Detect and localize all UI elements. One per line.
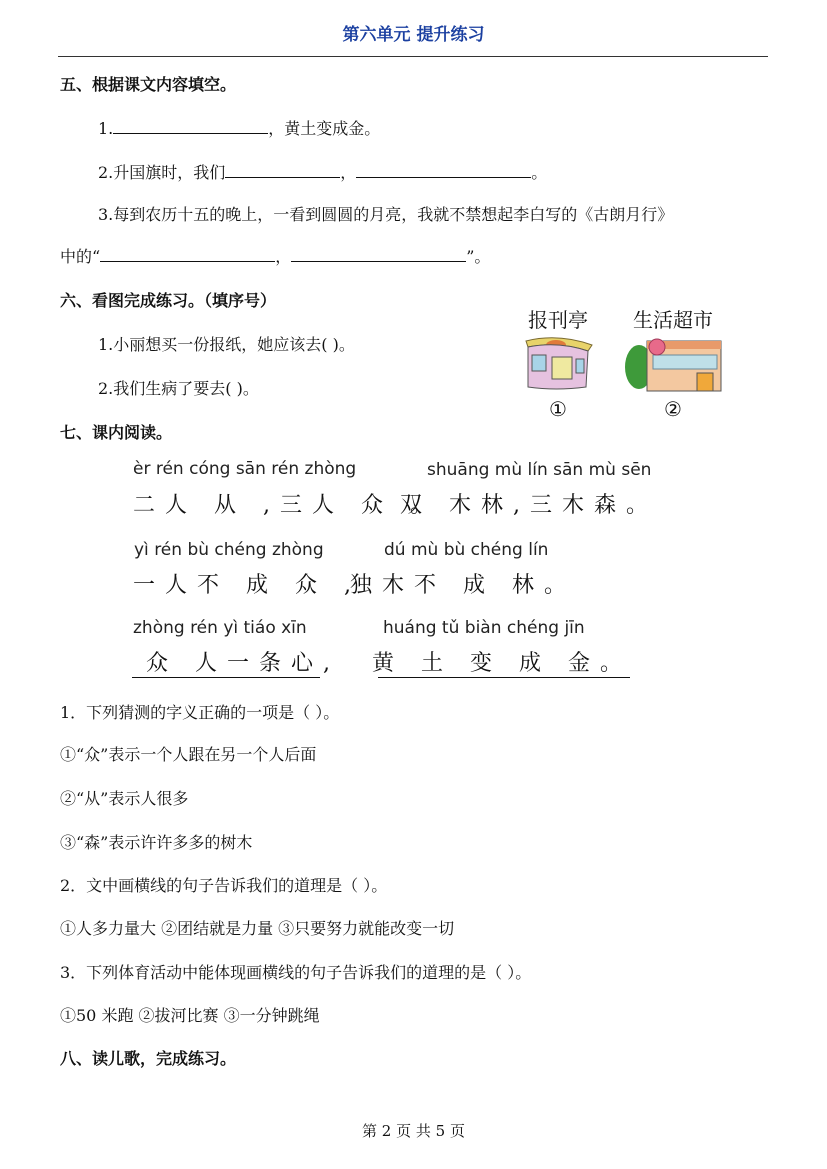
q-text: ，黄土变成金。	[268, 119, 381, 138]
picture-label: 生活超市	[633, 308, 713, 332]
s7-q2: 2．文中画横线的句子告诉我们的道理是（ ）。	[60, 876, 388, 895]
pinyin-line: huáng tǔ biàn chéng jīn	[383, 618, 585, 638]
section-8-heading: 八、读儿歌，完成练习。	[60, 1049, 237, 1068]
picture-newsstand	[518, 304, 598, 421]
hanzi-line-underlined: 众 人一条心,	[146, 651, 340, 676]
pinyin-line: dú mù bù chéng lín	[384, 540, 549, 560]
s7-q1-option: ①“众”表示一个人跟在另一个人后面	[60, 745, 317, 764]
hanzi-line: 双 木林,三木森。	[400, 493, 658, 518]
q-text: ，	[275, 247, 292, 266]
s7-q1-option: ②“从”表示人很多	[60, 789, 189, 808]
q-text: 2.升国旗时，我们	[98, 163, 226, 182]
hanzi-line: 独木不 成 林。	[350, 573, 576, 598]
pinyin-line: èr rén cóng sān rén zhòng	[133, 459, 357, 479]
s7-q2-options: ①人多力量大 ②团结就是力量 ③只要努力就能改变一切	[60, 919, 455, 938]
answer-blank[interactable]	[113, 119, 268, 134]
pinyin-line: yì rén bù chéng zhòng	[134, 540, 324, 560]
q-number: 1.	[98, 119, 114, 138]
s7-q3-options: ①50 米跑 ②拔河比赛 ③一分钟跳绳	[60, 1006, 320, 1025]
q-text: ”。	[466, 247, 491, 266]
pinyin-line: zhòng rén yì tiáo xīn	[133, 618, 307, 638]
newsstand-image	[522, 333, 594, 393]
picture-number: ②	[664, 397, 682, 421]
s6-q1: 1.小丽想买一份报纸，她应该去( )。	[98, 335, 355, 354]
s5-q2	[98, 160, 547, 183]
picture-number: ①	[549, 397, 567, 421]
section-7-heading: 七、课内阅读。	[60, 423, 173, 442]
page-title: 第六单元 提升练习	[342, 25, 485, 45]
header-divider	[58, 56, 768, 57]
supermarket-image	[621, 333, 725, 393]
answer-blank[interactable]	[291, 247, 466, 262]
q-text: ，	[340, 163, 357, 182]
s5-q3-line1: 3.每到农历十五的晚上，一看到圆圆的月亮，我就不禁想起李白写的《古朗月行》	[98, 205, 674, 224]
underline	[132, 677, 320, 678]
answer-blank[interactable]	[100, 247, 275, 262]
s6-q2: 2.我们生病了要去( )。	[98, 379, 259, 398]
s7-q1-option: ③“森”表示许许多多的树木	[60, 833, 253, 852]
s7-q3: 3．下列体育活动中能体现画横线的句子告诉我们的道理的是（ ）。	[60, 963, 532, 982]
answer-blank[interactable]	[225, 163, 340, 178]
hanzi-line: 一人不 成 众 ,	[133, 573, 361, 598]
s7-q1: 1．下列猜测的字义正确的一项是（ ）。	[60, 703, 340, 722]
s5-q3-line2	[60, 244, 490, 267]
section-6-heading: 六、看图完成练习。（填序号）	[60, 291, 277, 310]
answer-blank[interactable]	[356, 163, 531, 178]
picture-supermarket	[618, 304, 728, 421]
picture-label: 报刊亭	[528, 308, 588, 332]
s5-q1	[98, 116, 380, 139]
pinyin-line: shuāng mù lín sān mù sēn	[427, 460, 652, 480]
section-5-heading: 五、根据课文内容填空。	[60, 75, 237, 94]
q-text: 。	[531, 163, 548, 182]
underline	[378, 677, 630, 678]
hanzi-line: 二人 从 ,三人 众 。	[133, 493, 442, 518]
hanzi-line-underlined: 黄 土 变 成 金。	[372, 651, 632, 676]
q-text: 中的“	[60, 247, 101, 266]
page-footer: 第 2 页 共 5 页	[362, 1122, 465, 1140]
